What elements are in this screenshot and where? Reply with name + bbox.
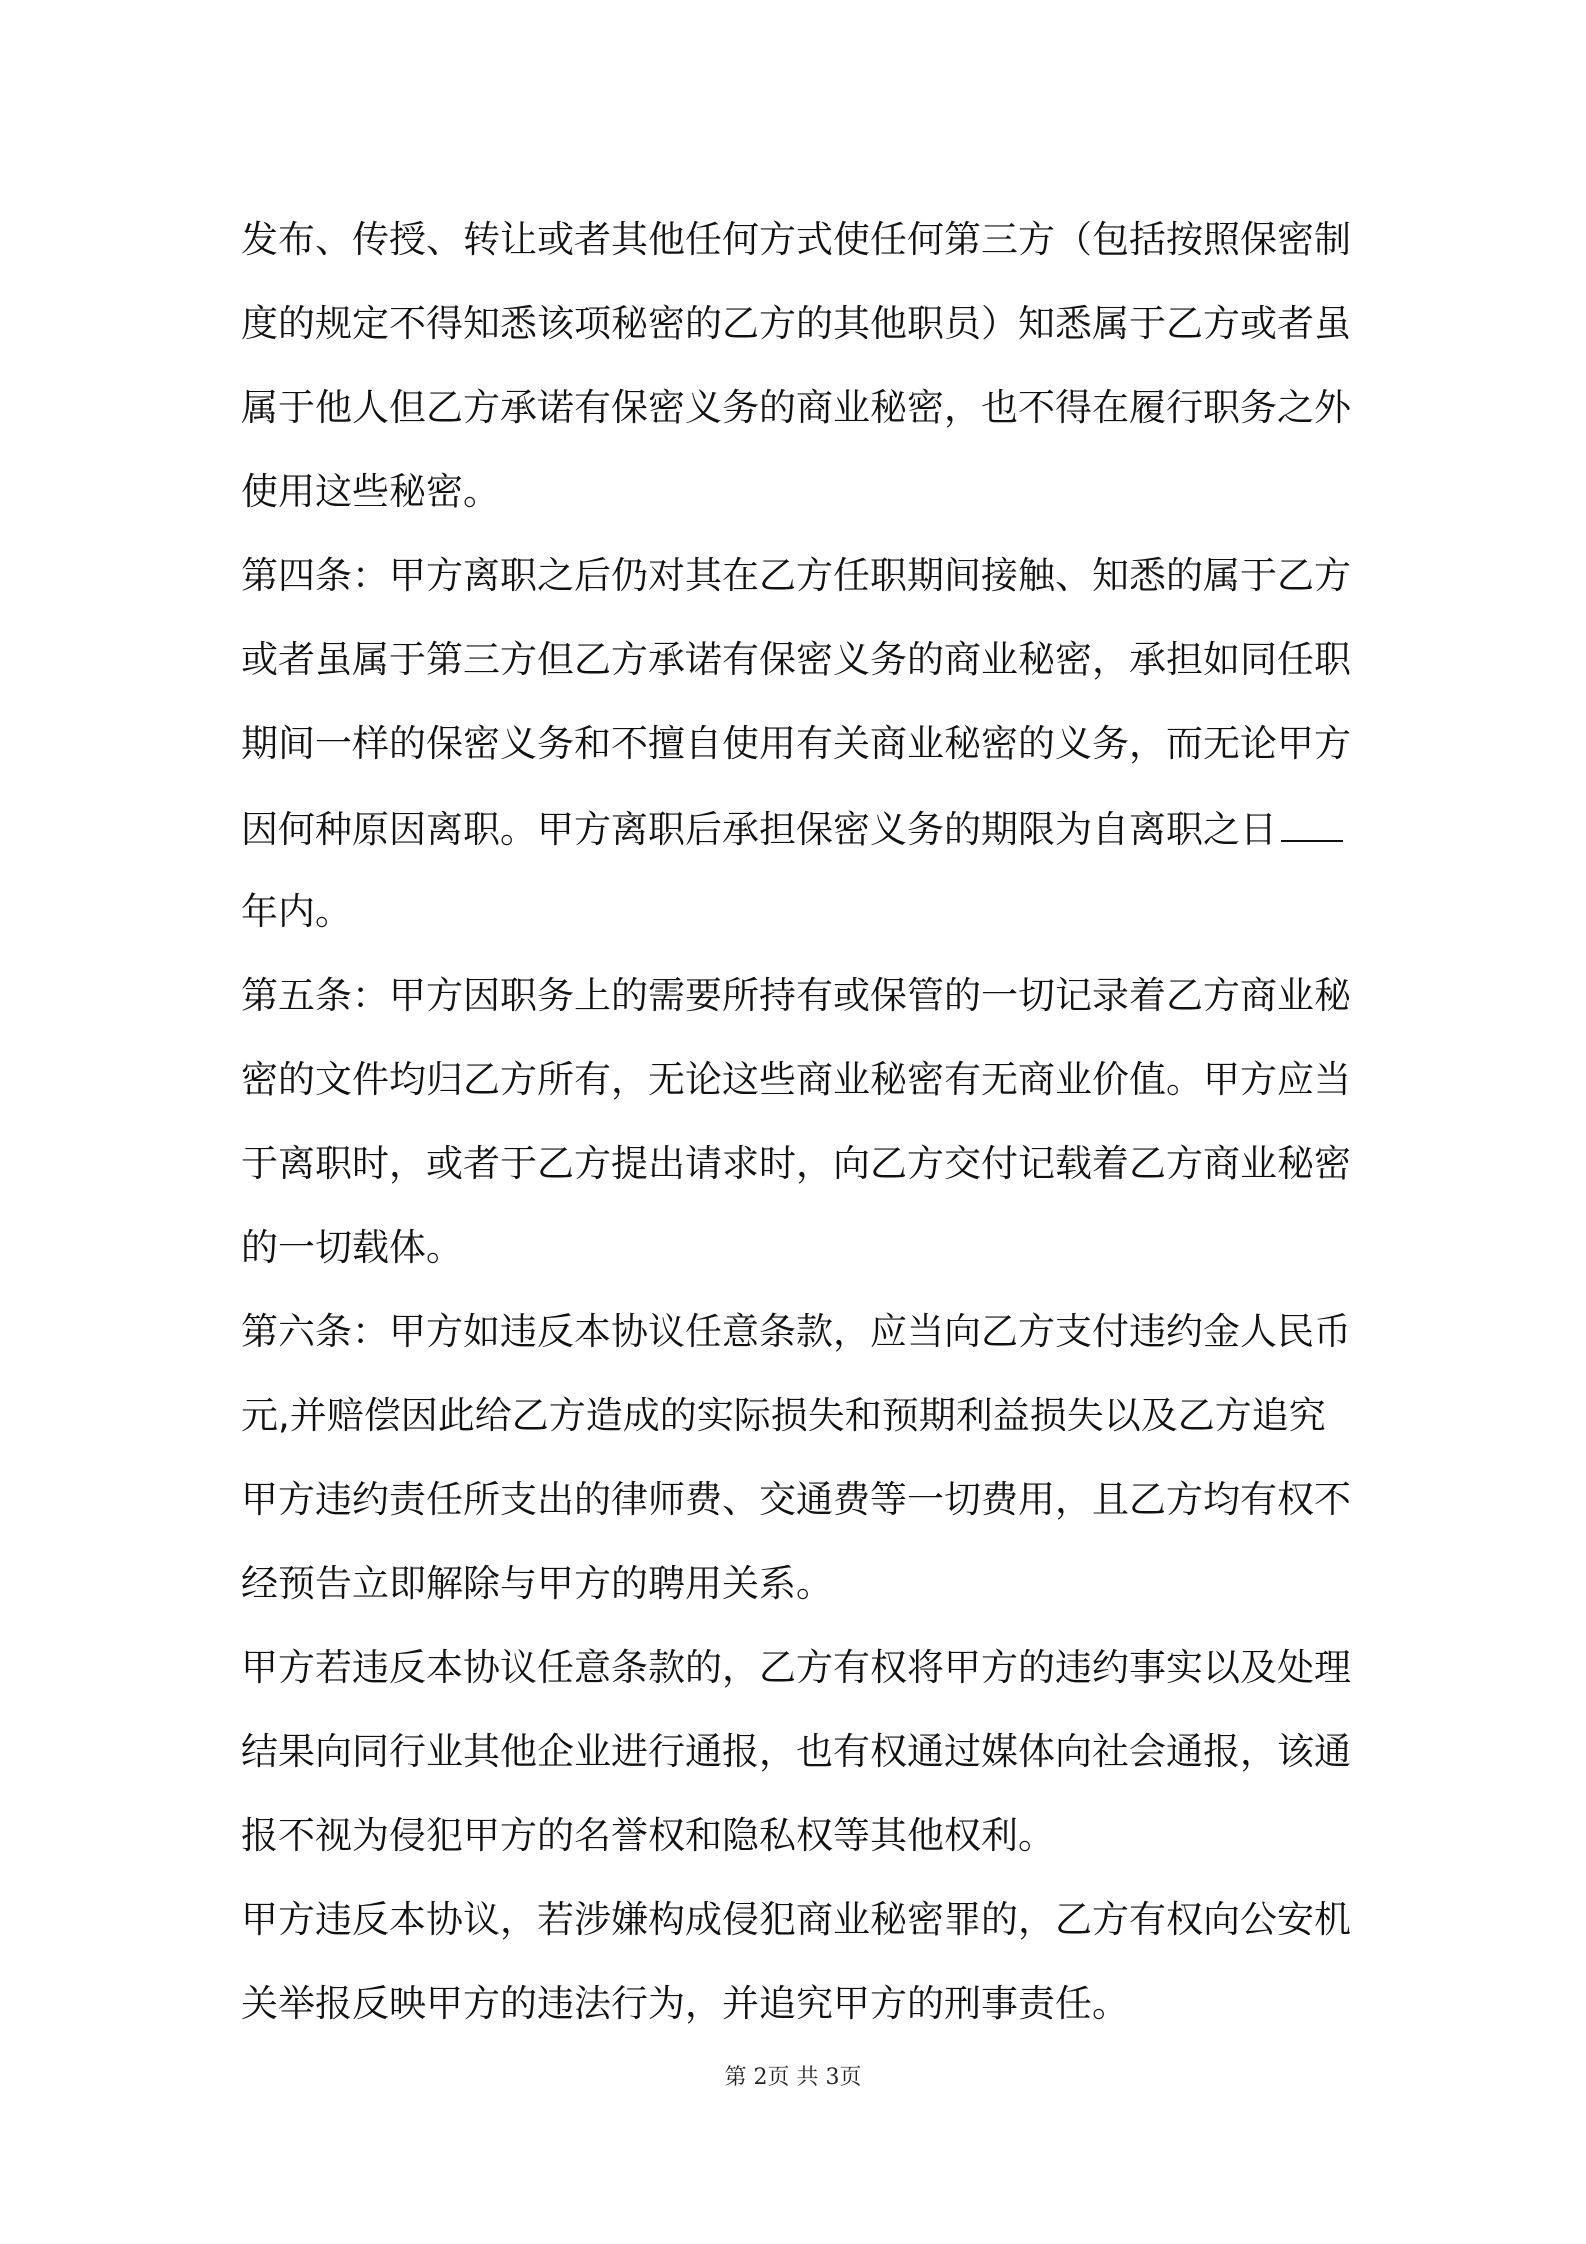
- text-line: 密的文件均归乙方所有，无论这些商业秘密有无商业价值。甲方应当: [241, 1058, 1351, 1101]
- page-number-footer: 第 2页 共 3页: [724, 2065, 862, 2090]
- text-line: 报不视为侵犯甲方的名誉权和隐私权等其他权利。: [241, 1814, 1055, 1857]
- text-line: 发布、传授、转让或者其他任何方式使任何第三方（包括按照保密制: [241, 218, 1351, 261]
- text-line-part: 因何种原因离职。甲方离职后承担保密义务的期限为自离职之日: [241, 808, 1277, 851]
- text-line: 甲方违反本协议，若涉嫌构成侵犯商业秘密罪的，乙方有权向公安机: [241, 1898, 1351, 1941]
- document-body: [241, 198, 1361, 2046]
- paragraph-article-5: [241, 954, 1361, 1290]
- text-line: 期间一样的保密义务和不擅自使用有关商业秘密的义务，而无论甲方: [241, 722, 1351, 765]
- text-line: 甲方若违反本协议任意条款的，乙方有权将甲方的违约事实以及处理: [241, 1646, 1351, 1689]
- text-line: 或者虽属于第三方但乙方承诺有保密义务的商业秘密，承担如同任职: [241, 638, 1351, 681]
- text-line: 甲方违约责任所支出的律师费、交通费等一切费用，且乙方均有权不: [241, 1478, 1351, 1521]
- text-line: 使用这些秘密。: [241, 470, 500, 513]
- paragraph-criminal-liability: [241, 1878, 1361, 2046]
- paragraph-article-4: [241, 534, 1361, 954]
- text-line: 第五条：甲方因职务上的需要所持有或保管的一切记录着乙方商业秘: [241, 974, 1351, 1017]
- fill-in-blank: [1281, 786, 1343, 842]
- text-line: 的一切载体。: [241, 1226, 463, 1269]
- text-line: 年内。: [241, 890, 352, 933]
- text-line: 元,并赔偿因此给乙方造成的实际损失和预期利益损失以及乙方追究: [241, 1394, 1326, 1437]
- text-line: 经预告立即解除与甲方的聘用关系。: [241, 1562, 833, 1605]
- paragraph-breach-notification: [241, 1626, 1361, 1878]
- text-line: 关举报反映甲方的违法行为，并追究甲方的刑事责任。: [241, 1982, 1129, 2025]
- text-line: 第四条：甲方离职之后仍对其在乙方任职期间接触、知悉的属于乙方: [241, 554, 1351, 597]
- text-line: 属于他人但乙方承诺有保密义务的商业秘密，也不得在履行职务之外: [241, 386, 1351, 429]
- text-line: 结果向同行业其他企业进行通报，也有权通过媒体向社会通报，该通: [241, 1730, 1351, 1773]
- text-line-with-blank: [241, 786, 1361, 870]
- text-line: 度的规定不得知悉该项秘密的乙方的其他职员）知悉属于乙方或者虽: [241, 302, 1351, 345]
- text-line: 于离职时，或者于乙方提出请求时，向乙方交付记载着乙方商业秘密: [241, 1142, 1351, 1185]
- paragraph-confidentiality-continuation: [241, 198, 1361, 534]
- text-line: 第六条：甲方如违反本协议任意条款，应当向乙方支付违约金人民币: [241, 1310, 1351, 1353]
- paragraph-article-6: [241, 1290, 1361, 1626]
